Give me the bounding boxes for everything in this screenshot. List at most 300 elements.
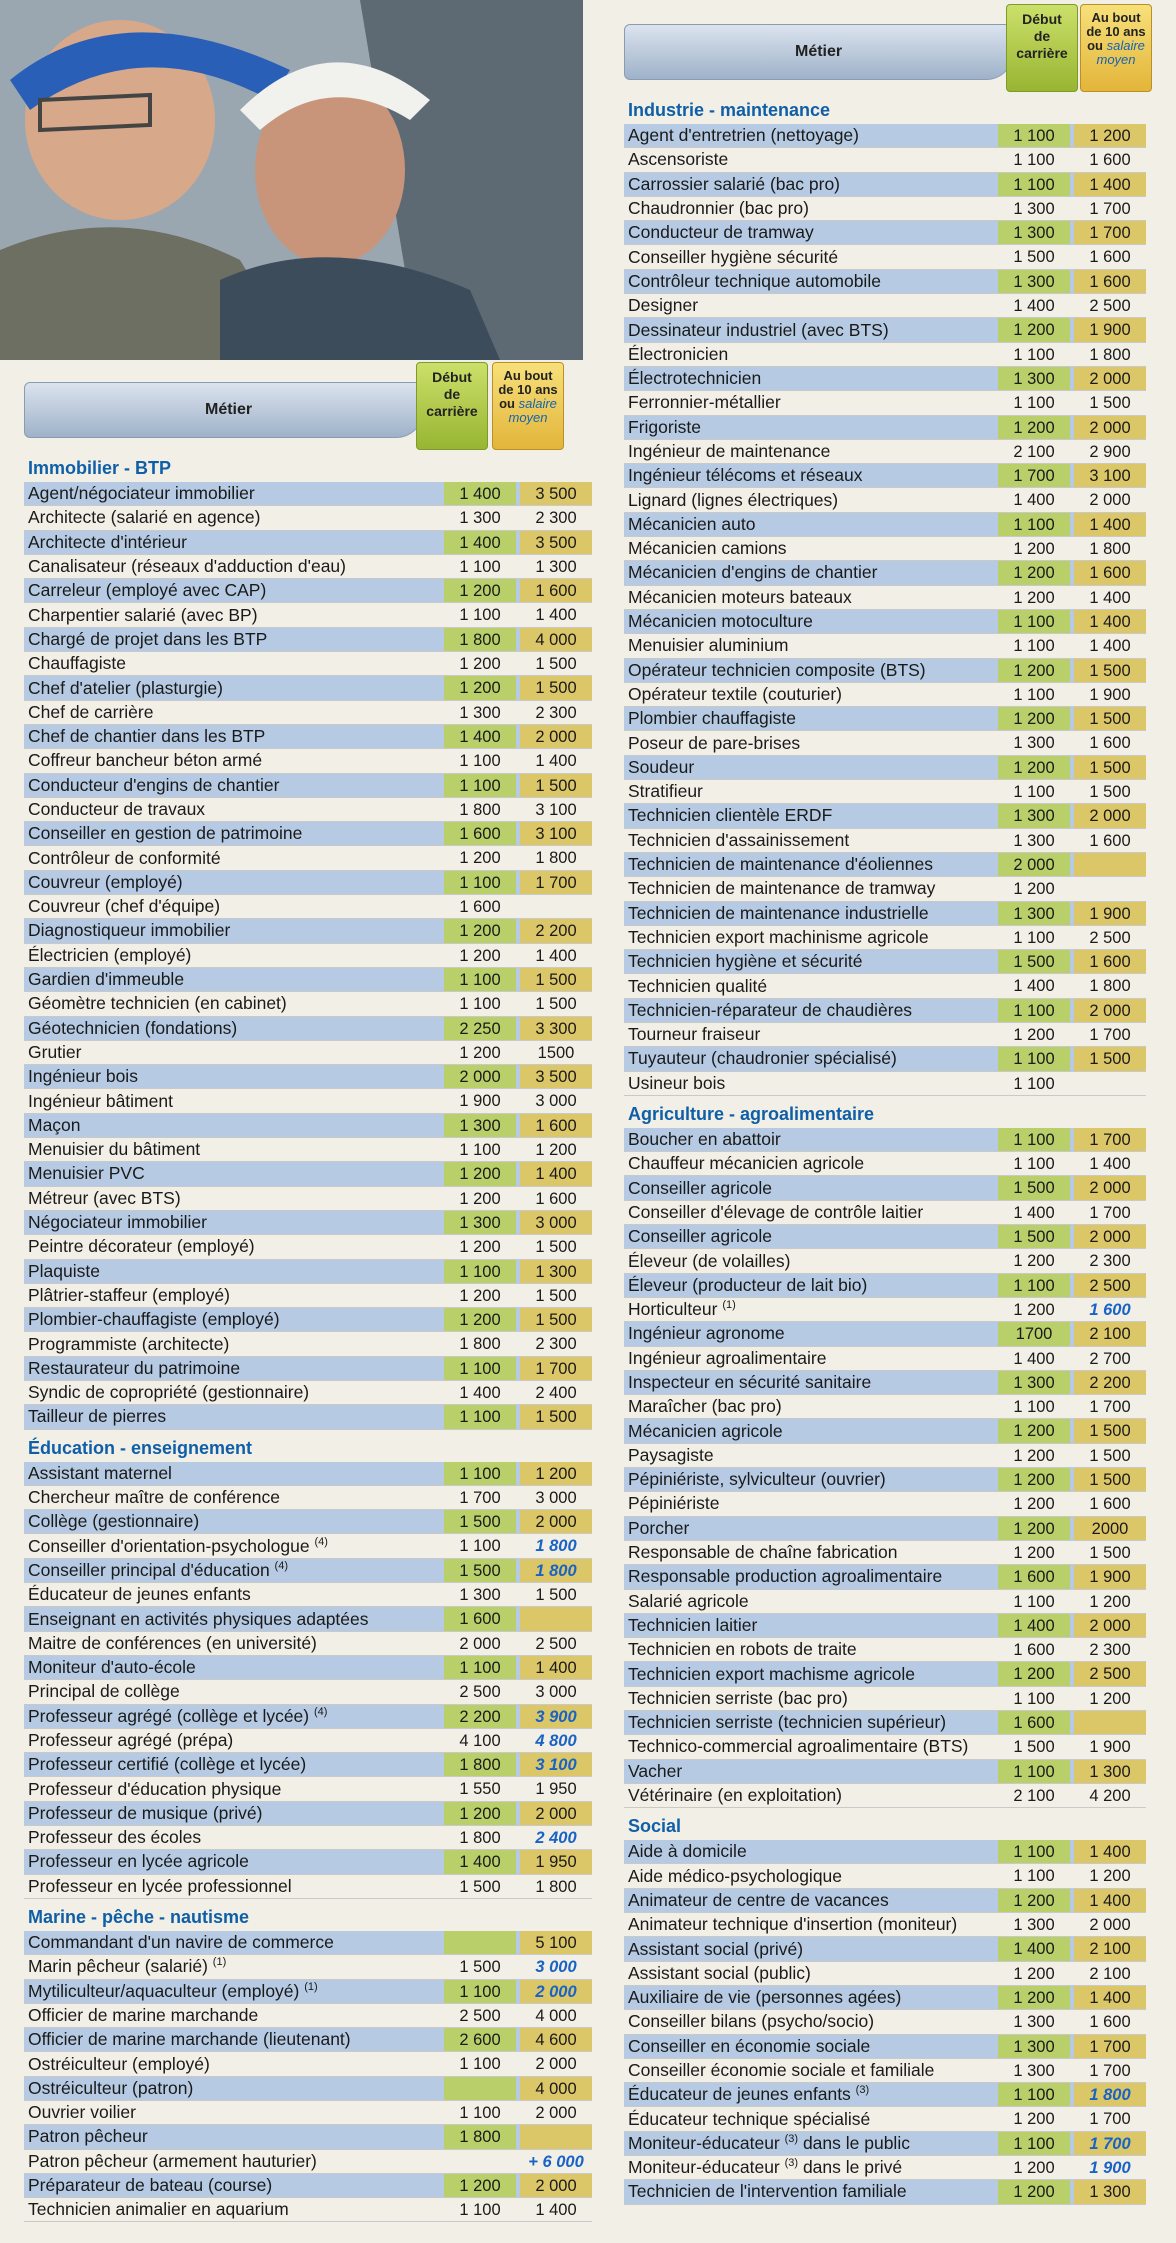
start-salary: 1 550 bbox=[459, 1780, 501, 1799]
job-title: Architecte d'intérieur bbox=[28, 531, 187, 552]
job-title: Professeur agrégé (prépa) bbox=[28, 1729, 234, 1750]
ten-year-salary: 1 800 bbox=[1074, 2083, 1146, 2106]
table-row bbox=[624, 391, 1146, 415]
job-title: Officier de marine marchande bbox=[28, 2004, 259, 2025]
ten-year-salary bbox=[520, 1607, 592, 1630]
start-salary: 1 300 bbox=[998, 270, 1070, 293]
table-row bbox=[24, 1802, 592, 1826]
ten-year-salary: 2 000 bbox=[1074, 367, 1146, 390]
job-title: Agent/négociateur immobilier bbox=[28, 483, 255, 504]
ten-year-salary: 1 400 bbox=[1089, 1155, 1131, 1174]
start-salary: 1 100 bbox=[998, 513, 1070, 536]
start-salary: 1 100 bbox=[998, 2132, 1070, 2155]
table-row bbox=[24, 1680, 592, 1704]
ten-year-salary: 2 500 bbox=[1089, 928, 1131, 947]
start-salary: 1 600 bbox=[444, 822, 516, 845]
ten-year-salary bbox=[1074, 1072, 1146, 1095]
table-row bbox=[24, 506, 592, 530]
start-salary: 1 100 bbox=[1013, 1398, 1055, 1417]
job-title: Professeur de musique (privé) bbox=[28, 1802, 263, 1823]
ten-year-salary: 2 000 bbox=[1089, 491, 1131, 510]
table-row bbox=[24, 1753, 592, 1777]
job-title: Négociateur immobilier bbox=[28, 1212, 207, 1233]
start-salary: 2 200 bbox=[444, 1705, 516, 1728]
table-row bbox=[624, 1760, 1146, 1784]
start-salary: 1 500 bbox=[1013, 1738, 1055, 1757]
job-title: Canalisateur (réseaux d'adduction d'eau) bbox=[28, 556, 346, 577]
job-title: Conseiller d'orientation-psychologue $^{(4)}$ bbox=[28, 1535, 328, 1556]
ten-year-salary: 1 400 bbox=[1089, 637, 1131, 656]
ten-year-salary: 1 600 bbox=[1089, 2013, 1131, 2032]
ten-year-salary: 3 500 bbox=[520, 531, 592, 554]
job-title: Ingénieur agronome bbox=[628, 1323, 785, 1344]
start-salary: 1 200 bbox=[444, 2174, 516, 2197]
ten-year-salary: 1 900 bbox=[1089, 2159, 1131, 2178]
start-salary bbox=[444, 1931, 516, 1954]
job-title: Technicien de maintenance industrielle bbox=[628, 902, 929, 923]
start-salary: 1 400 bbox=[1013, 1349, 1055, 1368]
job-title: Animateur de centre de vacances bbox=[628, 1889, 889, 1910]
start-salary: 1 200 bbox=[459, 1043, 501, 1062]
table-row bbox=[624, 974, 1146, 998]
table-row bbox=[624, 1468, 1146, 1492]
job-title: Conseiller d'élevage de contrôle laitier bbox=[628, 1201, 924, 1222]
table-row bbox=[24, 1211, 592, 1235]
table-row bbox=[624, 659, 1146, 683]
job-title: Vacher bbox=[628, 1760, 683, 1781]
job-title: Responsable production agroalimentaire bbox=[628, 1566, 943, 1587]
ten-year-salary bbox=[520, 2125, 592, 2148]
start-salary: 1 200 bbox=[444, 919, 516, 942]
table-row bbox=[624, 1638, 1146, 1662]
ten-year-salary: 3 500 bbox=[520, 482, 592, 505]
table-row bbox=[624, 148, 1146, 172]
table-row bbox=[624, 1492, 1146, 1516]
start-salary: 1 300 bbox=[1013, 2061, 1055, 2080]
ten-year-salary: 2 400 bbox=[535, 1383, 577, 1402]
table-row bbox=[24, 2101, 592, 2125]
start-salary: 1 200 bbox=[998, 756, 1070, 779]
start-salary bbox=[444, 2077, 516, 2100]
table-row bbox=[24, 1607, 592, 1631]
ten-year-salary: 1 500 bbox=[1089, 394, 1131, 413]
ten-year-salary: 3 000 bbox=[535, 1958, 577, 1977]
start-salary: 1 500 bbox=[444, 1510, 516, 1533]
ten-year-salary: 1 200 bbox=[535, 1141, 577, 1160]
job-title: Professeur des écoles bbox=[28, 1827, 202, 1848]
job-title: Tourneur fraiseur bbox=[628, 1024, 761, 1045]
start-salary: 1 200 bbox=[459, 1286, 501, 1305]
start-salary: 1 400 bbox=[444, 725, 516, 748]
start-salary: 1 200 bbox=[1013, 1495, 1055, 1514]
start-salary: 1 600 bbox=[998, 1711, 1070, 1734]
ten-year-salary: 1 200 bbox=[1089, 1592, 1131, 1611]
table-row bbox=[624, 926, 1146, 950]
start-salary: 1 200 bbox=[998, 707, 1070, 730]
job-title: Horticulteur $^{(1)}$ bbox=[628, 1299, 736, 1320]
job-title: Conseiller en gestion de patrimoine bbox=[28, 823, 303, 844]
table-row bbox=[24, 482, 592, 506]
start-salary: 1 200 bbox=[1013, 1252, 1055, 1271]
start-salary-header: Début de carrière bbox=[416, 362, 488, 450]
table-row bbox=[24, 1486, 592, 1510]
table-row bbox=[624, 1864, 1146, 1888]
table-row bbox=[624, 1590, 1146, 1614]
job-title: Assistant social (privé) bbox=[628, 1938, 804, 1959]
ten-year-salary: 1500 bbox=[537, 1043, 575, 1062]
start-salary: 1 200 bbox=[1013, 2110, 1055, 2129]
start-salary: 1 500 bbox=[459, 1958, 501, 1977]
ten-year-salary: 3 000 bbox=[535, 1092, 577, 1111]
table-row bbox=[624, 829, 1146, 853]
workers-photo bbox=[0, 0, 583, 360]
table-row bbox=[624, 756, 1146, 780]
start-salary: 1 100 bbox=[459, 2055, 501, 2074]
start-salary: 1 400 bbox=[1013, 1203, 1055, 1222]
job-title: Restaurateur du patrimoine bbox=[28, 1357, 241, 1378]
start-salary: 1 100 bbox=[459, 2201, 501, 2220]
start-salary: 1 200 bbox=[998, 1419, 1070, 1442]
table-row bbox=[24, 1308, 592, 1332]
job-title: Soudeur bbox=[628, 756, 695, 777]
table-row bbox=[624, 877, 1146, 901]
ten-year-salary: 1 400 bbox=[1089, 588, 1131, 607]
ten-year-salary: 2 500 bbox=[1074, 1274, 1146, 1297]
ten-year-salary: 1 200 bbox=[1089, 1689, 1131, 1708]
table-row bbox=[624, 731, 1146, 755]
table-row bbox=[24, 1357, 592, 1381]
table-row bbox=[624, 804, 1146, 828]
job-title: Ascensoriste bbox=[628, 149, 729, 170]
start-salary: 1 200 bbox=[459, 1189, 501, 1208]
job-title: Coffreur bancheur béton armé bbox=[28, 750, 263, 771]
start-salary: 1 100 bbox=[444, 1405, 516, 1428]
start-salary: 1 500 bbox=[444, 1559, 516, 1582]
table-row bbox=[24, 1583, 592, 1607]
start-salary: 1 500 bbox=[998, 1225, 1070, 1248]
job-title: Charpentier salarié (avec BP) bbox=[28, 604, 258, 625]
ten-year-salary bbox=[520, 895, 592, 918]
start-salary: 1 100 bbox=[1013, 1867, 1055, 1886]
start-salary: 1 500 bbox=[1013, 248, 1055, 267]
start-salary: 1 300 bbox=[459, 509, 501, 528]
job-title: Ingénieur agroalimentaire bbox=[628, 1347, 827, 1368]
table-row bbox=[624, 416, 1146, 440]
job-title: Boucher en abattoir bbox=[628, 1129, 781, 1150]
ten-year-salary: 1 500 bbox=[1089, 1446, 1131, 1465]
job-title: Mytiliculteur/aquaculteur (employé) $^{(1)}$ bbox=[28, 1980, 318, 2001]
start-salary: 1 200 bbox=[1013, 588, 1055, 607]
job-title: Peintre décorateur (employé) bbox=[28, 1236, 255, 1257]
start-salary: 1 200 bbox=[998, 1986, 1070, 2009]
table-row bbox=[24, 2077, 592, 2101]
table-row bbox=[24, 2125, 592, 2149]
ten-year-salary: 2000 bbox=[1074, 1517, 1146, 1540]
start-salary: 1 200 bbox=[998, 1517, 1070, 1540]
ten-year-salary: 1 800 bbox=[535, 849, 577, 868]
start-salary: 1 400 bbox=[459, 1383, 501, 1402]
start-salary: 1 100 bbox=[998, 610, 1070, 633]
start-salary: 1 200 bbox=[998, 2180, 1070, 2203]
start-salary: 1 100 bbox=[459, 606, 501, 625]
job-title: Tuyauteur (chaudronier spécialisé) bbox=[628, 1048, 897, 1069]
start-salary: 1 400 bbox=[998, 1937, 1070, 1960]
start-salary: 1 400 bbox=[998, 1614, 1070, 1637]
ten-year-salary: 1 600 bbox=[1074, 561, 1146, 584]
start-salary: 1 200 bbox=[459, 849, 501, 868]
table-row bbox=[24, 1826, 592, 1850]
start-salary: 1 100 bbox=[459, 2104, 501, 2122]
ten-year-salary: 1 500 bbox=[520, 774, 592, 797]
table-row bbox=[624, 1962, 1146, 1986]
ten-year-salary: 1 900 bbox=[1074, 1565, 1146, 1588]
ten-year-salary: 2 000 bbox=[520, 1980, 592, 2003]
ten-year-salary: 4 000 bbox=[535, 2006, 577, 2025]
job-title: Designer bbox=[628, 295, 699, 316]
table-row bbox=[24, 628, 592, 652]
ten-year-salary: 1 800 bbox=[535, 1877, 577, 1896]
table-header bbox=[624, 4, 1146, 92]
table-row bbox=[624, 1444, 1146, 1468]
table-row bbox=[24, 2004, 592, 2028]
ten-year-salary: 1 950 bbox=[535, 1780, 577, 1799]
job-title: Professeur en lycée professionnel bbox=[28, 1875, 292, 1896]
job-title: Technicien serriste (bac pro) bbox=[628, 1687, 848, 1708]
job-title: Technicien en robots de traite bbox=[628, 1639, 857, 1660]
table-row bbox=[624, 2156, 1146, 2180]
job-title: Carrossier salarié (bac pro) bbox=[628, 173, 841, 194]
ten-year-salary: 2 500 bbox=[1089, 297, 1131, 316]
ten-year-salary: 2 000 bbox=[535, 2104, 577, 2122]
job-title: Technicien-réparateur de chaudières bbox=[628, 999, 913, 1020]
ten-year-salary: 1 400 bbox=[1074, 1889, 1146, 1912]
job-title: Aide médico-psychologique bbox=[628, 1865, 843, 1886]
start-salary: 1 100 bbox=[1013, 394, 1055, 413]
job-title: Chauffagiste bbox=[28, 653, 126, 674]
job-title: Technicien export machisme agricole bbox=[628, 1663, 915, 1684]
ten-year-salary: 2 000 bbox=[520, 1802, 592, 1825]
job-title: Ingénieur de maintenance bbox=[628, 441, 831, 461]
start-salary: 1 100 bbox=[1013, 1689, 1055, 1708]
table-row bbox=[624, 367, 1146, 391]
job-title: Conducteur de tramway bbox=[628, 222, 814, 243]
start-salary: 1 500 bbox=[998, 950, 1070, 973]
table-row bbox=[24, 1777, 592, 1801]
start-salary: 1 300 bbox=[998, 902, 1070, 925]
job-title: Géotechnicien (fondations) bbox=[28, 1017, 238, 1038]
job-title: Porcher bbox=[628, 1517, 690, 1538]
job-title: Moniteur-éducateur $^{(3)}$ dans le privé bbox=[628, 2157, 903, 2178]
start-salary: 1 100 bbox=[1013, 928, 1055, 947]
table-row bbox=[24, 1559, 592, 1583]
job-title: Chaudronnier (bac pro) bbox=[628, 198, 809, 219]
job-title: Métreur (avec BTS) bbox=[28, 1187, 181, 1208]
start-salary: 1 300 bbox=[1013, 734, 1055, 753]
start-salary: 1 100 bbox=[459, 557, 501, 576]
ten-year-salary: 3 100 bbox=[520, 822, 592, 845]
start-salary: 1 500 bbox=[459, 1877, 501, 1896]
table-row bbox=[624, 950, 1146, 974]
job-title: Diagnostiqueur immobilier bbox=[28, 920, 231, 941]
table-row bbox=[24, 555, 592, 579]
start-salary: 1 100 bbox=[998, 1840, 1070, 1863]
table-row bbox=[24, 749, 592, 773]
start-salary: 1 400 bbox=[1013, 297, 1055, 316]
job-title: Animateur technique d'insertion (moniteur) bbox=[628, 1914, 958, 1935]
start-salary: 1 100 bbox=[998, 1274, 1070, 1297]
table-row bbox=[24, 676, 592, 700]
start-salary: 1 100 bbox=[1013, 151, 1055, 170]
ten-year-salary: 1 600 bbox=[1089, 1300, 1131, 1319]
job-title: Contrôleur technique automobile bbox=[628, 270, 881, 291]
ten-year-salary: 1 900 bbox=[1089, 685, 1131, 704]
job-header: Métier bbox=[624, 24, 1014, 80]
ten-year-salary: 1 500 bbox=[535, 1238, 577, 1257]
ten-year-salary: 3 000 bbox=[520, 1211, 592, 1234]
ten-year-salary: 1 500 bbox=[535, 1286, 577, 1305]
start-salary: 1 800 bbox=[444, 2125, 516, 2148]
ten-year-salary: 1 300 bbox=[520, 1260, 592, 1283]
table-row bbox=[24, 2052, 592, 2076]
job-title: Ingénieur télécoms et réseaux bbox=[628, 465, 863, 486]
ten-year-salary: 1 900 bbox=[1074, 902, 1146, 925]
start-salary: 1 400 bbox=[444, 482, 516, 505]
start-salary: 1 200 bbox=[444, 1308, 516, 1331]
table-row bbox=[624, 245, 1146, 269]
start-salary: 1 100 bbox=[1013, 783, 1055, 802]
job-title: Gardien d'immeuble bbox=[28, 969, 185, 990]
start-salary: 1 200 bbox=[1013, 1543, 1055, 1562]
ten-year-salary: 4 600 bbox=[520, 2028, 592, 2051]
start-salary: 1700 bbox=[998, 1322, 1070, 1345]
start-salary: 1 100 bbox=[459, 995, 501, 1014]
job-title: Chauffeur mécanicien agricole bbox=[628, 1153, 865, 1174]
table-row bbox=[624, 440, 1146, 464]
job-title: Couvreur (chef d'équipe) bbox=[28, 896, 221, 917]
job-title: Aide à domicile bbox=[628, 1841, 747, 1862]
table-row bbox=[624, 2035, 1146, 2059]
start-salary: 1 100 bbox=[998, 1760, 1070, 1783]
ten-year-salary: 1 600 bbox=[535, 1189, 577, 1208]
job-title: Conseiller en économie sociale bbox=[628, 2035, 871, 2056]
ten-year-salary: 1 900 bbox=[1089, 1738, 1131, 1757]
start-salary: 1 100 bbox=[998, 173, 1070, 196]
start-salary: 1 400 bbox=[444, 531, 516, 554]
table-row bbox=[24, 944, 592, 968]
job-title: Conseiller hygiène sécurité bbox=[628, 246, 839, 267]
start-salary: 1 300 bbox=[1013, 1916, 1055, 1935]
start-salary: 1 800 bbox=[444, 628, 516, 651]
start-salary: 1 300 bbox=[998, 367, 1070, 390]
ten-year-salary: 1 300 bbox=[1074, 2180, 1146, 2203]
ten-year-salary: 1 700 bbox=[520, 1357, 592, 1380]
job-title: Conseiller agricole bbox=[628, 1177, 772, 1198]
table-row bbox=[624, 2010, 1146, 2034]
start-salary: 1 200 bbox=[444, 1802, 516, 1825]
ten-year-salary: 1 700 bbox=[1074, 1128, 1146, 1151]
ten-year-salary: 1 600 bbox=[1089, 1495, 1131, 1514]
start-salary: 1 300 bbox=[998, 2035, 1070, 2058]
table-row bbox=[24, 1065, 592, 1089]
start-salary: 2 000 bbox=[459, 1634, 501, 1653]
start-salary: 1 100 bbox=[444, 1260, 516, 1283]
job-title: Technicien serriste (technicien supérieur) bbox=[628, 1712, 947, 1733]
ten-year-salary bbox=[1074, 877, 1146, 900]
ten-year-salary: 2 200 bbox=[520, 919, 592, 942]
table-row bbox=[624, 221, 1146, 245]
ten-year-salary: 1 700 bbox=[1074, 2035, 1146, 2058]
ten-year-salary: 1 600 bbox=[1089, 734, 1131, 753]
job-title: Ingénieur bois bbox=[28, 1066, 138, 1087]
job-title: Technicien de maintenance d'éoliennes bbox=[628, 854, 933, 875]
ten-year-salary: 1 500 bbox=[1089, 1543, 1131, 1562]
job-title: Électricien (employé) bbox=[28, 944, 192, 965]
table-row bbox=[24, 968, 592, 992]
table-row bbox=[24, 992, 592, 1016]
ten-year-salary: 1 700 bbox=[520, 871, 592, 894]
table-row bbox=[24, 774, 592, 798]
job-title: Mécanicien d'engins de chantier bbox=[628, 562, 878, 583]
table-row bbox=[624, 1889, 1146, 1913]
ten-year-salary: 1 400 bbox=[1074, 610, 1146, 633]
job-title: Éducateur de jeunes enfants $^{(3)}$ bbox=[628, 2084, 870, 2105]
job-title: Moniteur-éducateur $^{(3)}$ dans le public bbox=[628, 2132, 910, 2153]
ten-year-salary: 1 400 bbox=[535, 946, 577, 965]
table-row bbox=[624, 2107, 1146, 2131]
table-row bbox=[624, 902, 1146, 926]
ten-year-salary: 4 000 bbox=[520, 2077, 592, 2100]
job-title: Maçon bbox=[28, 1114, 81, 1135]
table-row bbox=[624, 1274, 1146, 1298]
ten-year-salary: 2 200 bbox=[1074, 1371, 1146, 1394]
table-row bbox=[24, 1162, 592, 1186]
ten-year-salary: 1 700 bbox=[1089, 1398, 1131, 1417]
start-salary: 1 700 bbox=[459, 1488, 501, 1507]
job-title: Chef de chantier dans les BTP bbox=[28, 726, 266, 747]
start-salary: 1 300 bbox=[1013, 2013, 1055, 2032]
job-title: Ingénieur bâtiment bbox=[28, 1090, 173, 1111]
job-title: Dessinateur industriel (avec BTS) bbox=[628, 319, 889, 340]
job-title: Conseiller principal d'éducation $^{(4)}$ bbox=[28, 1559, 288, 1580]
start-salary: 1 200 bbox=[459, 655, 501, 674]
ten-year-salary: 1 400 bbox=[520, 1656, 592, 1679]
table-row bbox=[624, 683, 1146, 707]
start-salary: 1 900 bbox=[459, 1092, 501, 1111]
table-row bbox=[624, 2059, 1146, 2083]
start-salary: 1 100 bbox=[1013, 345, 1055, 364]
start-salary: 1 700 bbox=[998, 464, 1070, 487]
section-title: Éducation - enseignement bbox=[28, 1437, 253, 1458]
ten-year-salary: 1 500 bbox=[1074, 1419, 1146, 1442]
ten-year-salary: 3 100 bbox=[535, 800, 577, 819]
start-salary: 1 600 bbox=[998, 1565, 1070, 1588]
job-title: Géomètre technicien (en cabinet) bbox=[28, 993, 287, 1014]
ten-year-salary: 2 000 bbox=[1089, 1916, 1131, 1935]
start-salary: 1 100 bbox=[998, 124, 1070, 147]
job-title: Lignard (lignes électriques) bbox=[628, 489, 839, 510]
ten-year-salary: 1 600 bbox=[1074, 270, 1146, 293]
job-title: Électrotechnicien bbox=[628, 368, 762, 389]
table-row bbox=[624, 853, 1146, 877]
start-salary: 2 000 bbox=[998, 853, 1070, 876]
job-title: Menuisier aluminium bbox=[628, 635, 789, 656]
table-row bbox=[624, 1419, 1146, 1443]
start-salary-header: Début de carrière bbox=[1006, 4, 1078, 92]
table-row bbox=[24, 1017, 592, 1041]
table-row bbox=[624, 561, 1146, 585]
section-title: Agriculture - agroalimentaire bbox=[628, 1103, 875, 1124]
ten-year-salary: 1 500 bbox=[520, 1405, 592, 1428]
